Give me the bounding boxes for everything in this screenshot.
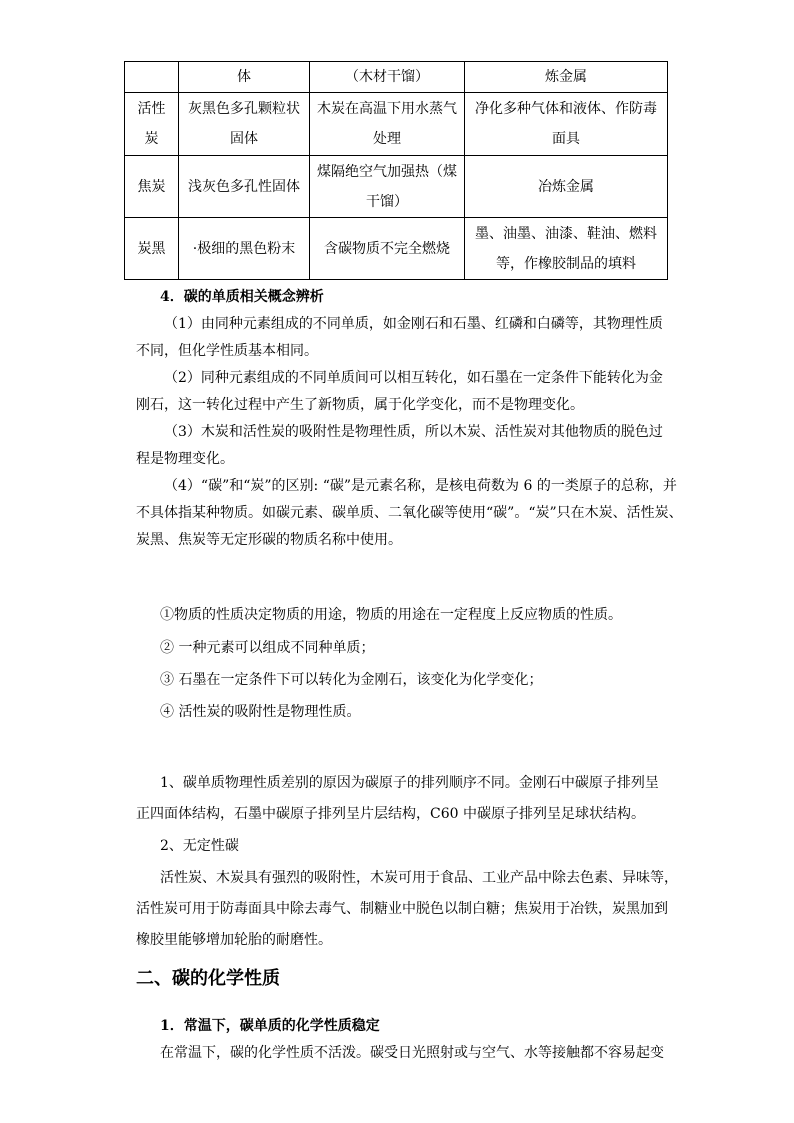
table-cell: 炼金属 — [465, 62, 668, 93]
paragraph-line: 刚石，这一转化过程中产生了新物质，属于化学变化，而不是物理变化。 — [136, 397, 584, 413]
paragraph-line: （4）“碳”和“炭”的区别: “碳”是元素名称，是核电荷数为 6 的一类原子的总称，并 — [164, 478, 677, 494]
paragraph-line: 活性炭可用于防毒面具中除去毒气、制糖业中脱色以制白糖；焦炭用于冶铁，炭黑加到 — [136, 901, 668, 917]
table-cell: 体 — [179, 62, 310, 93]
paragraph-line: 在常温下，碳的化学性质不活泼。碳受日光照射或与空气、水等接触都不容易起变 — [160, 1045, 664, 1061]
section-title: 4．碳的单质相关概念辨析 — [160, 289, 324, 305]
subsection-title: 1．常温下，碳单质的化学性质稳定 — [160, 1018, 380, 1034]
paragraph-line: 活性炭、木炭具有强烈的吸附性，木炭可用于食品、工业产品中除去色素、异味等， — [160, 870, 678, 886]
table-cell: 冶炼金属 — [465, 156, 668, 218]
carbon-forms-table — [124, 61, 668, 280]
list-item: ①物质的性质决定物质的用途，物质的用途在一定程度上反应物质的性质。 — [160, 607, 622, 623]
paragraph-line: （2）同种元素组成的不同单质间可以相互转化，如石墨在一定条件下能转化为金 — [164, 370, 663, 386]
list-item: ③ 石墨在一定条件下可以转化为金刚石，该变化为化学变化； — [160, 672, 543, 688]
table-cell: 灰黑色多孔颗粒状 固体 — [179, 93, 310, 156]
paragraph-line: 2、无定性碳 — [160, 838, 239, 854]
paragraph-line: 不同，但化学性质基本相同。 — [136, 343, 318, 359]
table-cell: 含碳物质不完全燃烧 — [310, 218, 465, 280]
table-cell: 浅灰色多孔性固体 — [179, 156, 310, 218]
table-cell: 墨、油墨、油漆、鞋油、燃料 等，作橡胶制品的填料 — [465, 218, 668, 280]
table-row — [125, 156, 668, 218]
table-row — [125, 218, 668, 280]
list-item: ④ 活性炭的吸附性是物理性质。 — [160, 704, 361, 720]
table-cell: 净化多种气体和液体、作防毒 面具 — [465, 93, 668, 156]
paragraph-line: 不具体指某种物质。如碳元素、碳单质、二氧化碳等使用“碳”。“炭”只在木炭、活性炭、 — [136, 505, 683, 521]
paragraph-line: （3）木炭和活性炭的吸附性是物理性质，所以木炭、活性炭对其他物质的脱色过 — [164, 424, 663, 440]
table-cell: 炭黑 — [125, 218, 179, 280]
paragraph-line: 1、碳单质物理性质差别的原因为碳原子的排列顺序不同。金刚石中碳原子排列呈 — [160, 775, 659, 791]
table-cell: 煤隔绝空气加强热（煤 干馏） — [310, 156, 465, 218]
section-heading: 二、碳的化学性质 — [136, 968, 280, 989]
paragraph-line: （1）由同种元素组成的不同单质，如金刚石和石墨、红磷和白磷等，其物理性质 — [164, 316, 663, 332]
paragraph-line: 炭黑、焦炭等无定形碳的物质名称中使用。 — [136, 532, 402, 548]
table-cell: （木材干馏） — [310, 62, 465, 93]
paragraph-line: 正四面体结构，石墨中碳原子排列呈片层结构，C60 中碳原子排列呈足球状结构。 — [136, 806, 645, 822]
table-cell: 焦炭 — [125, 156, 179, 218]
table-cell — [125, 62, 179, 93]
table-row — [125, 93, 668, 156]
paragraph-line: 橡胶里能够增加轮胎的耐磨性。 — [136, 932, 332, 948]
table-cell: ·极细的黑色粉末 — [179, 218, 310, 280]
table-cell: 活性 炭 — [125, 93, 179, 156]
table-cell: 木炭在高温下用水蒸气 处理 — [310, 93, 465, 156]
list-item: ② 一种元素可以组成不同种单质； — [160, 640, 375, 656]
table-row — [125, 62, 668, 93]
paragraph-line: 程是物理变化。 — [136, 451, 234, 467]
